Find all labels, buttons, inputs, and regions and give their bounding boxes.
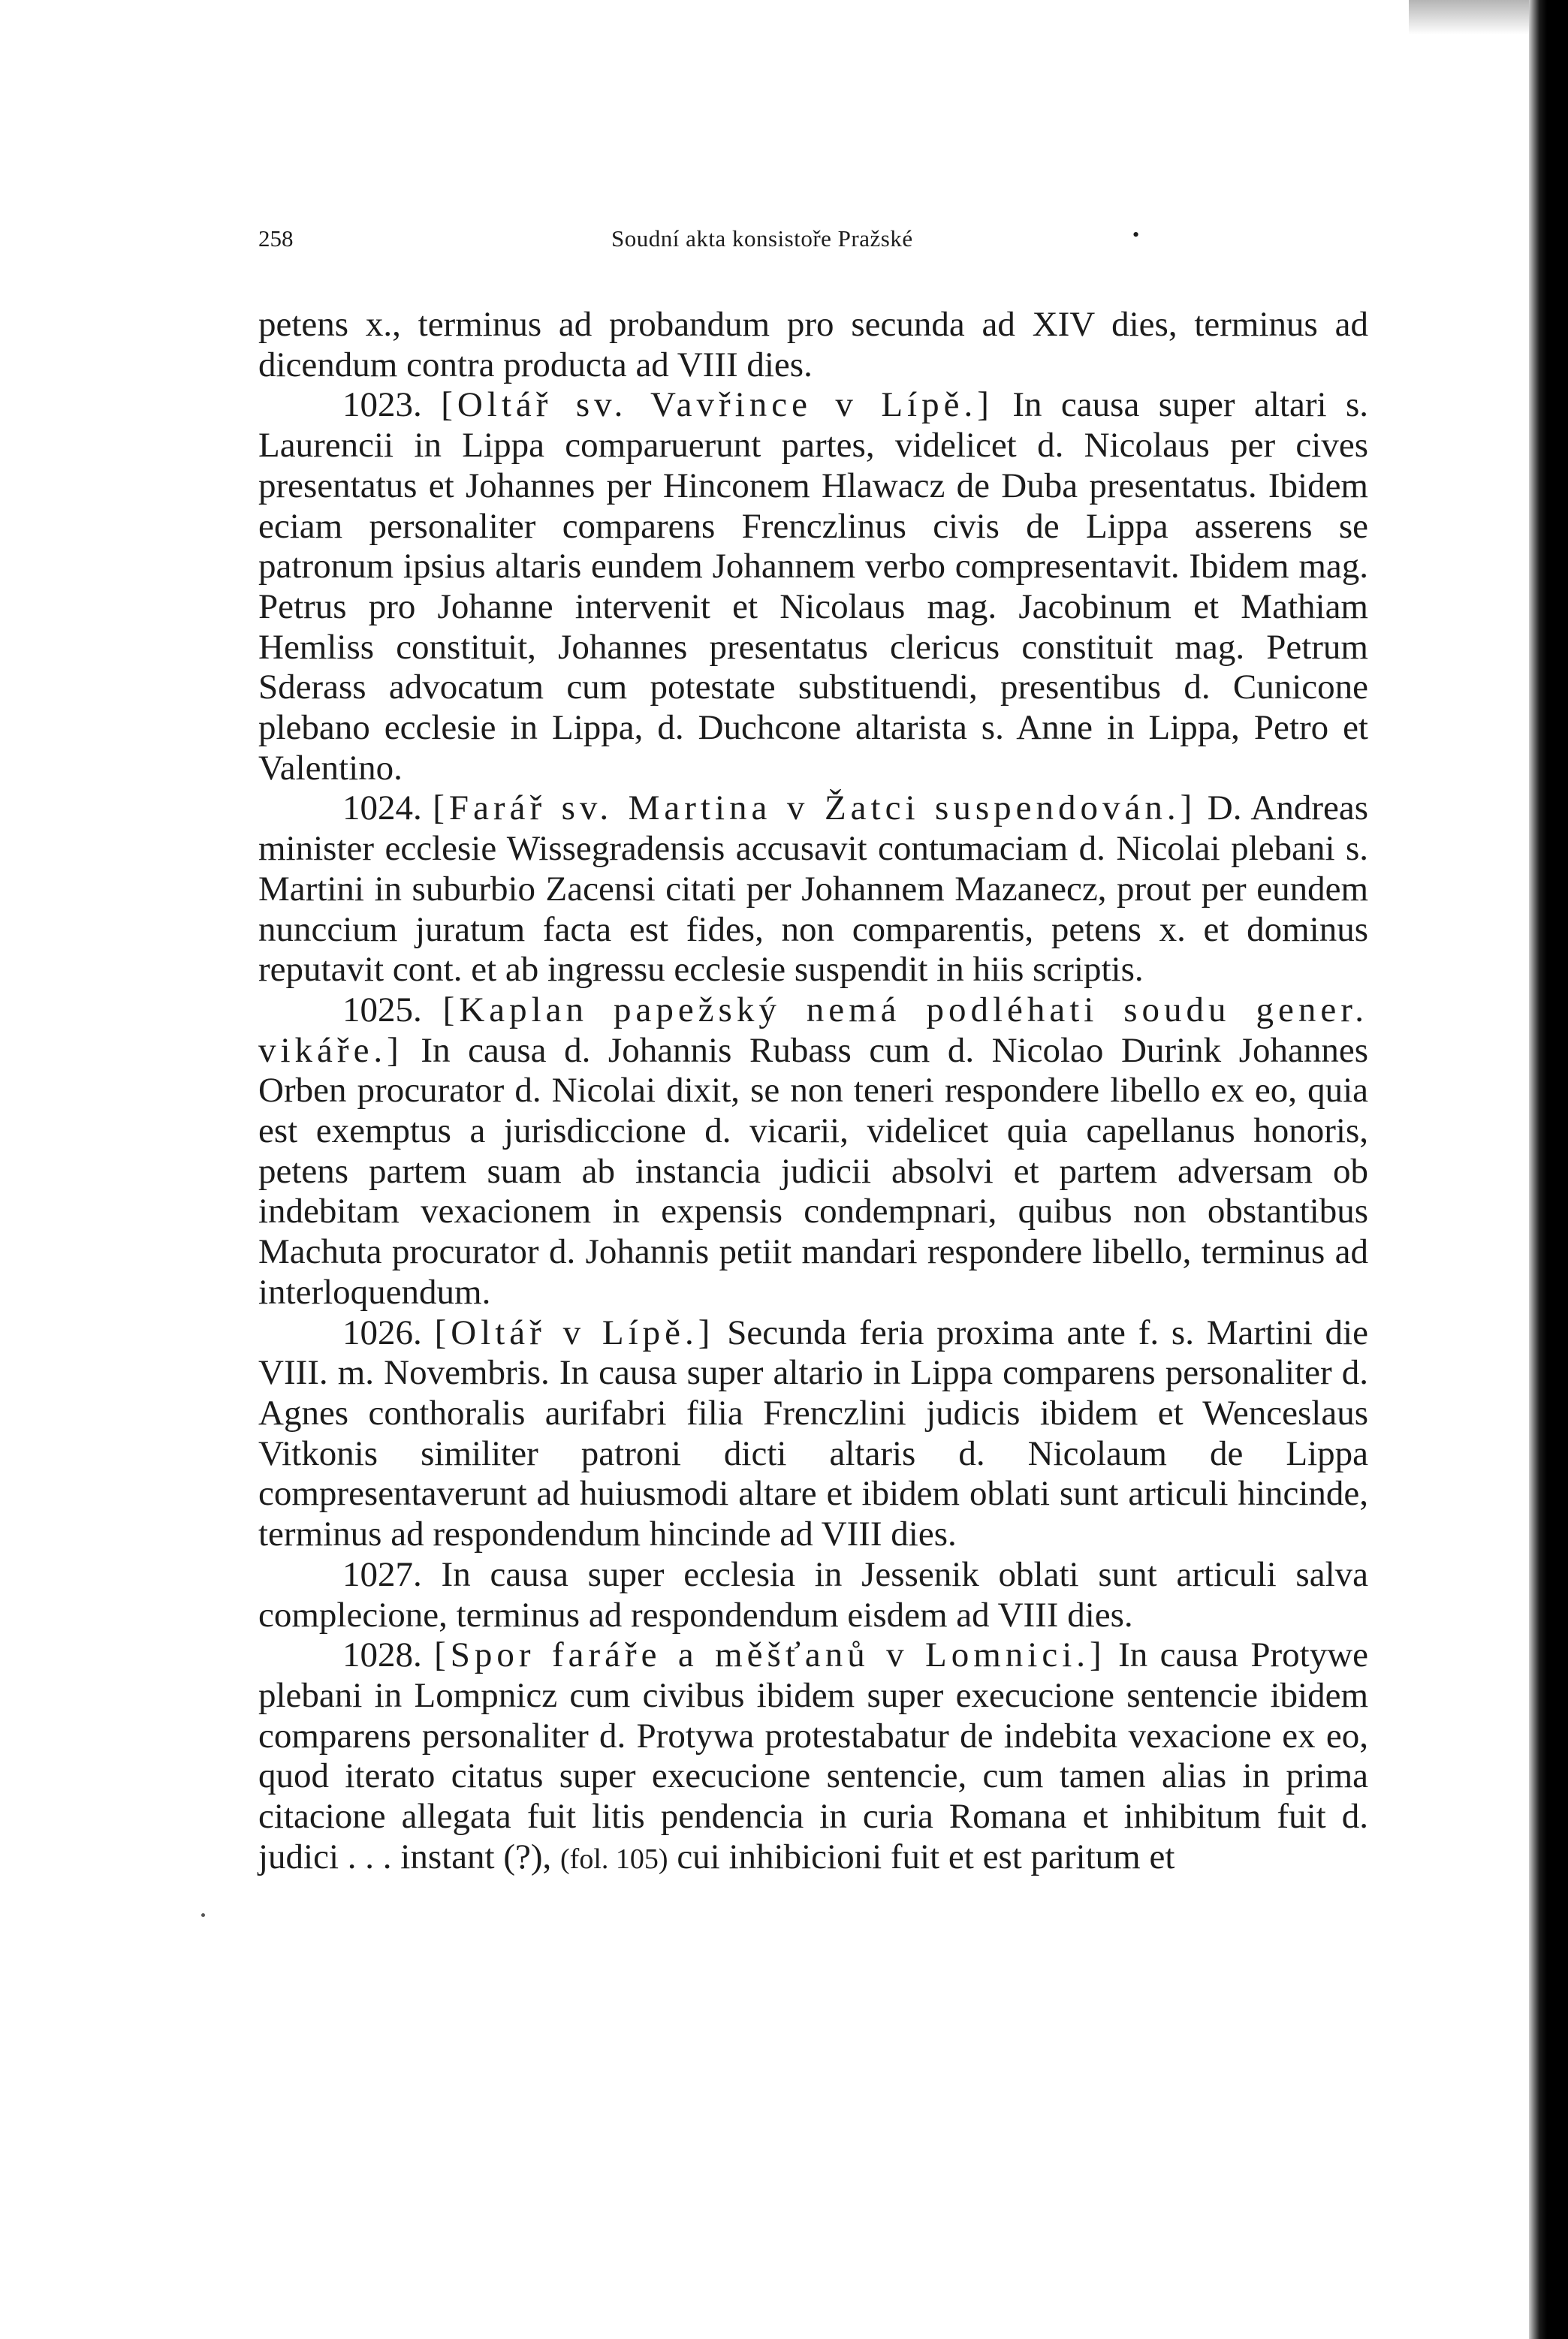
entry-text: In causa super altari s. Laurencii in Lippa comparuerunt partes, videlicet d. Nicolaus per cives presentatus et Johannes per Hinconem Hlawacz de Duba presentatus. Ibidem eciam personaliter comparens Frenczlinus civis de Lippa asserens se patronum ipsius altaris eundem Johannem verbo compresentavit. Ibidem mag. Petrus pro Johanne intervenit et Nicolaus mag. Jacobinum et Mathiam Hemliss constituit, Johannes presentatus clericus constituit mag. Petrum Sderass advocatum cum potestate substituendi, presentibus d. Cunicone plebano ecclesie in Lippa, d. Duchcone altarista s. Anne in Lippa, Petro et Valentino. xyxy=(258,385,1369,788)
entry-number: 1028. xyxy=(342,1635,422,1675)
scan-speck xyxy=(201,1913,205,1917)
entry-1028 xyxy=(258,1635,1368,1879)
entry-text: D. Andreas minister ecclesie Wissegradensis accusavit contumaciam d. Nicolai plebani s. Martini in suburbio Zacensi citati per Johannem Mazanecz, prout per eundem nunccium juratum facta est fides, non comparentis, petens x. et dominus reputavit cont. et ab ingressu ecclesie suspendit in hiis scriptis. xyxy=(258,788,1368,990)
entry-text-continued: cui inhibicioni fuit et est paritum et xyxy=(677,1837,1175,1876)
entry-number: 1025. xyxy=(342,990,422,1029)
entry-text: In causa super ecclesia in Jessenik oblati sunt articuli salva complecione, terminus ad respondendum eisdem ad VIII dies. xyxy=(258,1554,1368,1635)
entry-1023 xyxy=(258,385,1368,788)
entry-heading: [Oltář sv. Vavřince v Lípě.] xyxy=(441,385,994,425)
entry-1025 xyxy=(258,990,1368,1313)
entry-heading: [Kaplan papežský nemá podléhati soudu gener. vikáře.] xyxy=(258,990,1368,1070)
entry-heading: [Oltář v Lípě.] xyxy=(434,1313,715,1352)
entry-heading: [Spor faráře a měšťanů v Lomnici.] xyxy=(434,1635,1106,1675)
entry-number: 1026. xyxy=(342,1313,422,1352)
page-number: 258 xyxy=(258,225,294,252)
entry-number: 1024. xyxy=(342,788,422,828)
page-edge-shadow xyxy=(1529,0,1568,2339)
entry-heading: [Farář sv. Martina v Žatci suspendován.] xyxy=(433,788,1197,828)
entry-1024 xyxy=(258,788,1368,990)
entry-number: 1023. xyxy=(342,385,422,425)
running-head xyxy=(258,225,1144,258)
entry-1026 xyxy=(258,1313,1368,1555)
folio-reference: (fol. 105) xyxy=(560,1843,668,1875)
body-text xyxy=(258,305,1368,1879)
running-title: Soudní akta konsistoře Pražské xyxy=(611,225,913,252)
header-ornament: • xyxy=(1132,224,1140,246)
continuation-paragraph: petens x., terminus ad probandum pro secunda ad XIV dies, terminus ad dicendum contra producta ad VIII dies. xyxy=(258,305,1368,384)
page-corner-shadow xyxy=(1409,0,1529,35)
entry-1027 xyxy=(258,1555,1368,1635)
entry-text: In causa d. Johannis Rubass cum d. Nicolao Durink Johannes Orben procurator d. Nicolai dixit, se non teneri respondere libello ex eo, quia est exemptus a jurisdiccione d. vicarii, videlicet quia capellanus honoris, petens partem suam ab instancia judicii absolvi et partem adversam ob indebitam vexacionem in expensis condempnari, quibus non obstantibus Machuta procurator d. Johannis petiit mandari respondere libello, terminus ad interloquendum. xyxy=(258,1030,1369,1312)
entry-number: 1027. xyxy=(342,1554,422,1594)
entry-text: In causa Protywe plebani in Lompnicz cum civibus ibidem super execucione sentencie ibidem comparens personaliter d. Protywa protestabatur de indebita vexacione ex eo, quod iterato citatus super execucione sentencie, cum tamen alias in prima citacione allegata fuit litis pendencia in curia Romana et inhibitum fuit d. judici . . . instant (?), xyxy=(258,1635,1369,1876)
entry-text: Secunda feria proxima ante f. s. Martini die VIII. m. Novembris. In causa super altario in Lippa comparens personaliter d. Agnes conthoralis aurifabri filia Frenczlini judicis ibidem et Wenceslaus Vitkonis similiter patroni dicti altaris d. Nicolaum de Lippa compresentaverunt ad huiusmodi altare et ibidem oblati sunt articuli hincinde, terminus ad respondendum hincinde ad VIII dies. xyxy=(258,1313,1368,1554)
